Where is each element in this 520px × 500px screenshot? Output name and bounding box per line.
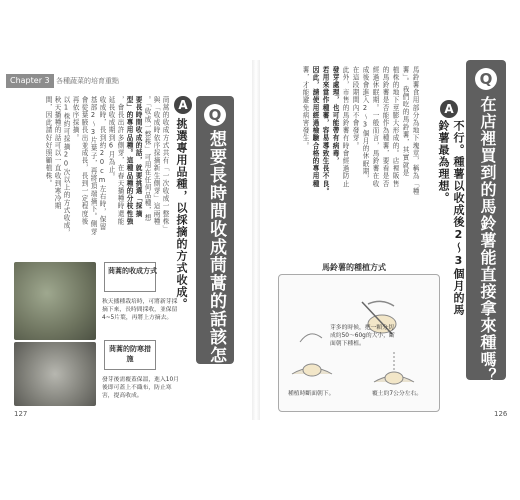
photo-label-cold — [104, 340, 156, 370]
answer-mark-left: A — [174, 96, 192, 114]
page-number-left: 127 — [14, 410, 28, 418]
body-column: ，會長出許多側芽，在春天播種時還能 — [116, 96, 124, 226]
photo-caption-harvest: 秋天播種栽培時，可將新芽採摘下來，長時間採收，並保留4~5片葉，再將上方摘去。 — [102, 299, 178, 321]
body-column: 薯」。我們吃的馬鈴薯，其實就是 — [401, 66, 409, 177]
body-column: 秋天播種的話可以一直收到寒冷期 — [53, 96, 61, 210]
body-column: 若用來當作種薯，容易導致生長不良。 — [321, 66, 329, 196]
body-column: 與「收成時依序採摘新生側芽」這兩種 — [152, 96, 160, 226]
answer-bold-right: 不行。種薯以收成後2～3個月的馬鈴薯最為理想。 — [437, 120, 465, 316]
question-text-left: 想要長時間收成茼蒿的話該怎麼做？ — [206, 130, 226, 418]
book-binding — [252, 60, 260, 420]
illustration-title: 馬鈴薯的種植方式 — [318, 262, 390, 273]
body-column: 會從葉腋長出並成長，長到一定程度後 — [80, 96, 88, 226]
body-column: 型」的專用品種。這種品種的分枝性強 — [125, 96, 133, 226]
question-text-right: 在店裡買到的馬鈴薯能直接拿來種嗎？ — [478, 96, 497, 385]
body-column: 茼蒿的收成方式共有「一次收成一整株」 — [161, 96, 169, 233]
body-column: 基部2～3片葉子，再將頂端摘下。側芽 — [89, 96, 97, 236]
body-text-right — [296, 66, 420, 266]
body-column: 發芽處理，也可能帶有病毒， — [331, 66, 339, 165]
body-column: 再依序採摘。 — [71, 96, 79, 142]
body-column: 因此，請使用經過檢驗合格的專用種 — [311, 66, 319, 188]
body-column: 要長時間收成的話，就要挑選「採摘 — [134, 96, 142, 218]
illustration-caption-cut: 芽多的時候，把一顆分切成約50～60g的大小，斷面朝下種植。 — [330, 325, 395, 347]
illustration-caption-cover: 覆土約7公分左右。 — [372, 391, 423, 397]
chapter-tab: Chapter 3 — [6, 74, 54, 88]
body-column: 的馬鈴薯是否能作為種薯，要看是否 — [381, 66, 389, 188]
illustration-caption-plant: 種植時斷面朝下。 — [288, 391, 335, 397]
answer-bold-left: 挑選專用品種，以採摘的方式收成。 — [175, 118, 188, 310]
photo-label-text: 茼蒿的防寒措施 — [109, 345, 151, 363]
body-column: 收成時，長到約20cm左右時，保留 — [98, 96, 106, 231]
body-column: 植株的地下莖膨大形成的。店裡販售 — [391, 66, 399, 188]
body-column: 在這段期間內不會發芽。 — [351, 66, 359, 150]
question-mark-left: Q — [204, 104, 226, 126]
body-column: 。「收成一整株」可用在任何品種，想 — [143, 96, 151, 222]
body-column: 經過休眠期。一般而言，馬鈴薯在收 — [371, 66, 379, 188]
question-mark-right: Q — [475, 68, 497, 90]
chapter-title: 各種蔬菜的培育重點 — [56, 77, 119, 85]
photo-harvest-method — [14, 262, 96, 340]
photo-caption-cold: 發芽後需覆蓋保溫，進入10月後即可蓋上不織布，防止寒害，提高收成。 — [102, 377, 179, 399]
body-column: 此外，市售的馬鈴薯有時會經過防止 — [341, 66, 349, 188]
body-column: 延長收成期到6月為止。 — [107, 96, 115, 181]
body-column: 間，因此請好好照顧植株。 — [44, 96, 52, 188]
page-number-right: 126 — [494, 410, 508, 418]
body-column: 成後會進入2～3個月的休眠期， — [361, 66, 369, 183]
photo-cold-protection — [14, 342, 96, 406]
answer-mark-right: A — [440, 100, 458, 118]
photo-label-text: 茼蒿的收成方式 — [108, 267, 157, 275]
body-column: 以1株約可採摘20次以上的方式收成， — [62, 96, 70, 237]
photo-label-harvest — [104, 262, 156, 292]
body-column: 薯，才能避免病害發生。 — [301, 66, 309, 150]
body-column: 馬鈴薯食用部分為地下塊莖，稱為「種 — [411, 66, 419, 196]
